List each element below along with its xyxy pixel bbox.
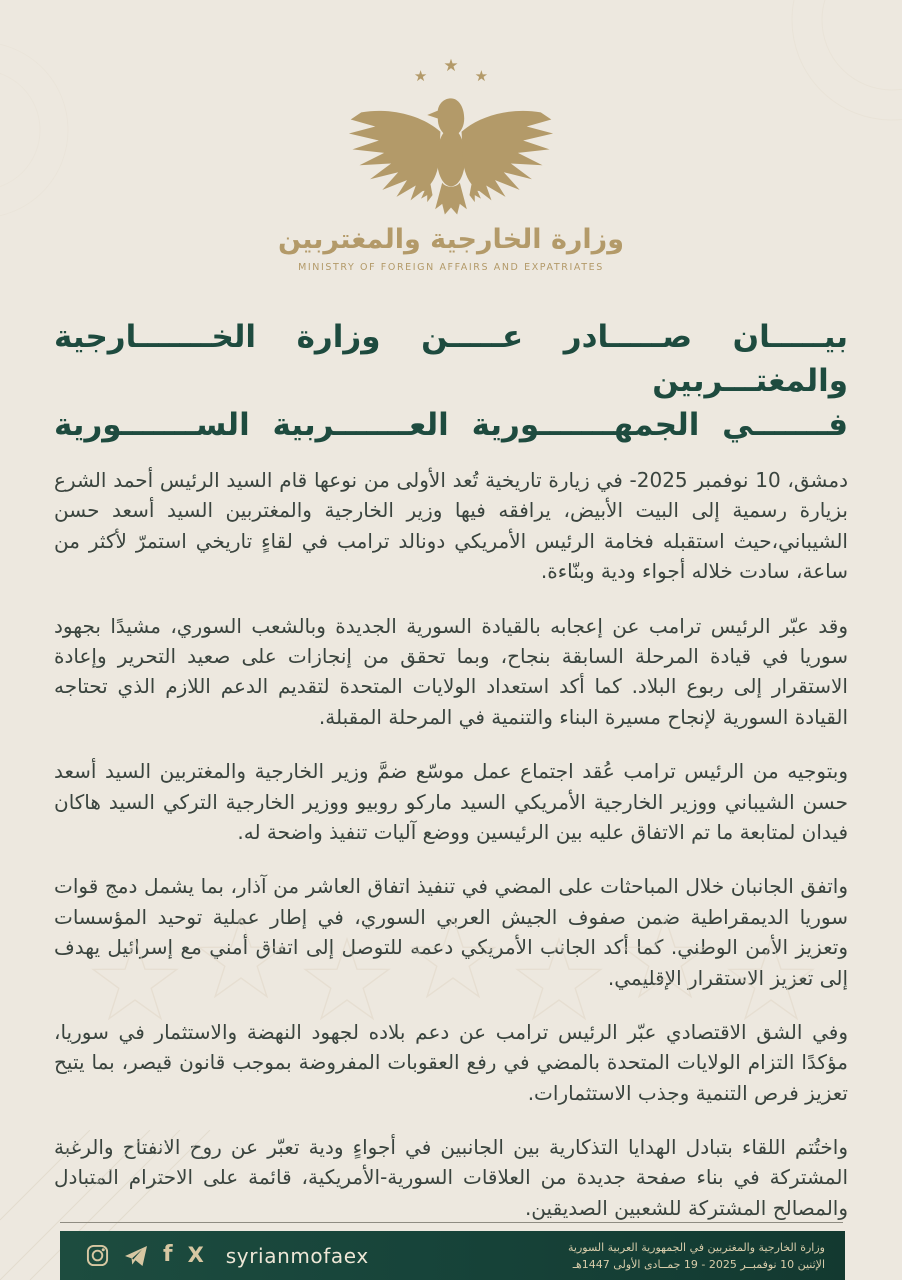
footer-ministry-line: وزارة الخارجية والمغتربين في الجمهورية العربية السورية	[567, 1240, 825, 1254]
x-icon[interactable]: X	[187, 1243, 204, 1267]
title-line-2: فـــــــي الجمهـــــــورية العـــــــربية الســـــــورية	[54, 407, 848, 444]
social-handle[interactable]: syrianmofaex	[225, 1243, 369, 1268]
paragraph-dateline: دمشق، 10 نوفمبر 2025- في زيارة تاريخية تُعد الأولى من نوعها قام السيد الرئيس أحمد الشرع بزيارة رسمية إلى البيت الأبيض، يرافقه فيها وزير الخارجية والمغتربين السيد أسعد حسن الشيباني،حيث استقبله فخامة الرئيس الأمريكي دونالد ترامب في لقاءٍ تاريخي استمرّ لأكثر من ساعة، سادت خلاله أجواء ودية وبنّاءة.	[54, 468, 849, 584]
paragraph-work-meeting: وبتوجيه من الرئيس ترامب عُقد اجتماع عمل موسّع ضمَّ وزير الخارجية والمغتربين السيد أسعد حسن الشيباني ووزير الخارجية الأمريكي السيد ماركو روبيو ووزير الخارجية التركي السيد هاكان فيدان لمتابعة ما تم الاتفاق عليه بين الرئيسين ووضع آليات تنفيذ واضحة له.	[54, 759, 848, 844]
paragraph-march-agreement: واتفق الجانبان خلال المباحثات على المضي في تنفيذ اتفاق العاشر من آذار، بما يشمل دمج قوات سوريا الديمقراطية ضمن صفوف الجيش العربي السوري، في إطار عملية توحيد المؤسسات وتعزيز الأمن الوطني. كما أكد الجانب الأمريكي دعمه للتوصل إلى اتفاق أمني مع إسرائيل يهدف إلى تعزيز الاستقرار الإقليمي.	[54, 874, 848, 990]
statement-title	[54, 315, 848, 447]
paragraph-economy: وفي الشق الاقتصادي عبّر الرئيس ترامب عن دعم بلاده لجهود النهضة والاستثمار في سوريا، مؤكدًا التزام الولايات المتحدة بالمضي في رفع العقوبات المفروضة بموجب قانون قيصر، بما يتيح تعزيز فرص التنمية وجذب الاستثمارات.	[54, 1019, 848, 1105]
paragraph-closing: واختُتم اللقاء بتبادل الهدايا التذكارية بين الجانبين في أجواءٍ ودية تعبّر عن روح الانفتاح والرغبة المشتركة في بناء صفحة جديدة من العلاقات السورية-الأمريكية، قائمة على الاحترام المتبادل والمصالح المشتركة للشعبين الصديقين.	[54, 1135, 848, 1220]
footer-date-line: الإثنين 10 نوفمبــر 2025 - 19 جمــادى الأولى 1447هـ	[572, 1257, 825, 1271]
telegram-icon[interactable]	[124, 1245, 148, 1267]
facebook-icon[interactable]: f	[163, 1241, 173, 1267]
paragraph-trump-praise: وقد عبّر الرئيس ترامب عن إعجابه بالقيادة السورية الجديدة وبالشعب السوري، مشيدًا بجهود سوريا في قيادة المرحلة السابقة بنجاح، وبما تحقق من إنجازات على صعيد التحرير وإعادة الاستقرار إلى ربوع البلاد. كما أكد استعداد الولايات المتحدة لتقديم الدعم اللازم الذي تحتاجه القيادة السورية لإنجاح مسيرة البناء والتنمية في المرحلة المقبلة.	[54, 613, 848, 729]
ministry-name-english: MINISTRY OF FOREIGN AFFAIRS AND EXPATRIATES	[298, 262, 604, 273]
ministry-emblem	[0, 0, 902, 273]
social-icons	[86, 1241, 204, 1267]
three-stars-icon: ★ ★ ★	[413, 56, 489, 85]
ministry-calligraphy: وزارة الخارجية والمغتربين	[277, 224, 625, 255]
footer-bar	[60, 1231, 845, 1280]
footer-separator-line	[60, 1222, 843, 1223]
golden-eagle-icon	[343, 86, 559, 218]
instagram-icon[interactable]	[86, 1244, 109, 1267]
footer-info	[568, 1239, 825, 1273]
title-line-1: بيـــــان صـــــادر عـــــن وزارة الخـــــــارجية والمغتـــربين	[54, 319, 848, 400]
statement-body	[54, 465, 848, 1223]
